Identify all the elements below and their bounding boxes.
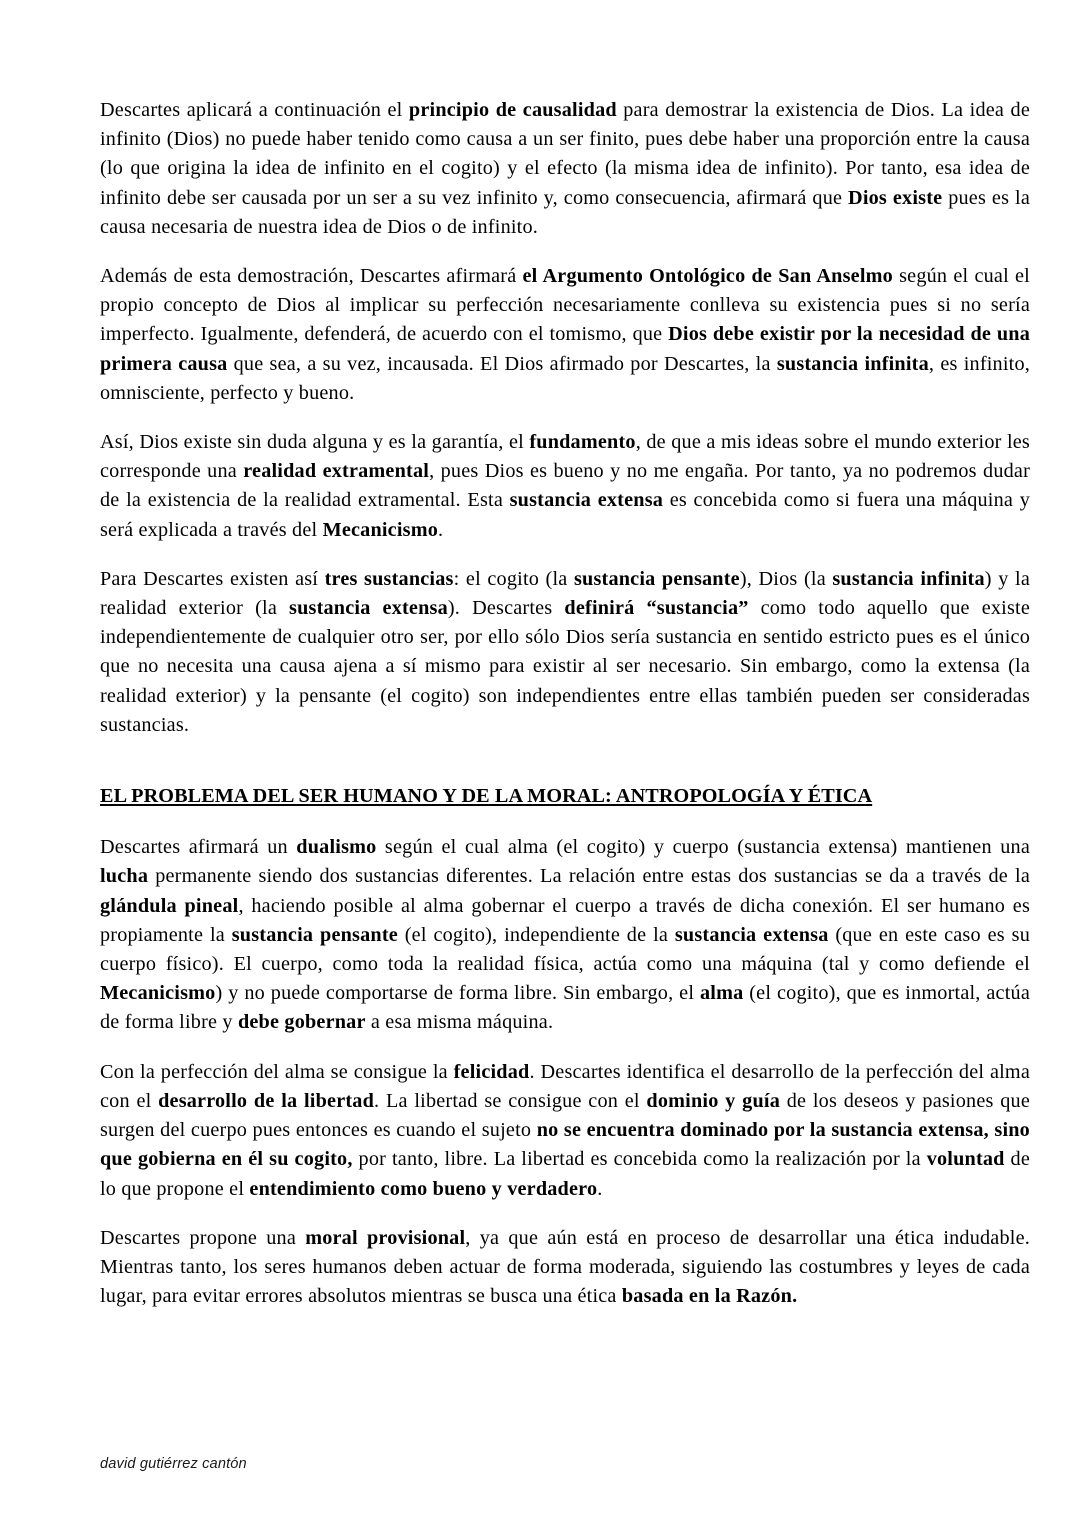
paragraph-tres-sustancias: Para Descartes existen así tres sustancias: el cogito (la sustancia pensante), Dios (la sustancia infinita) y la realidad exterior (la sustancia extensa). Descartes definirá “sustancia” como todo aquello que existe independientemente de cualquier otro ser, por ello sólo Dios sería sustancia en sentido estricto pues es el único que no necesita una causa ajena a sí mismo para existir al ser necesario. Sin embargo, como la extensa (la realidad exterior) y la pensante (el cogito) son independientes entre ellas también pueden ser consideradas sustancias. [100,567,1030,736]
emphasis-term: glándula pineal [100,894,239,917]
emphasis-term: desarrollo de la libertad [158,1089,375,1112]
emphasis-term: sustancia pensante [231,923,398,946]
document-body [100,96,1030,1311]
emphasis-term: Mecanicismo [100,982,216,1005]
emphasis-term: Dios debe existir por la necesidad de una primera causa [100,323,1031,375]
paragraph-felicidad-libertad: Con la perfección del alma se consigue la felicidad. Descartes identifica el desarrollo de la perfección del alma con el desarrollo de la libertad. La libertad se consigue con el dominio y guía de los deseos y pasiones que surgen del cuerpo pues entonces es cuando el sujeto no se encuentra dominado por la sustancia extensa, sino que gobierna en él su cogito, por tanto, libre. La libertad es concebida como la realización por la voluntad de lo que propone el entendimiento como bueno y verdadero. [100,1060,1031,1200]
page-footer [100,1455,980,1473]
emphasis-term: no se encuentra dominado por la sustancia extensa, sino que gobierna en él su cogito, [100,1119,1030,1171]
emphasis-term: principio de causalidad [408,99,617,121]
paragraph-causalidad: Descartes aplicará a continuación el principio de causalidad para demostrar la existencia de Dios. La idea de infinito (Dios) no puede haber tenido como causa a un ser finito, pues debe haber una proporción entre la causa (lo que origina la idea de infinito en el cogito) y el efecto (la misma idea de infinito). Por tanto, esa idea de infinito debe ser causada por un ser a su vez infinito y, como consecuencia, afirmará que Dios existe pues es la causa necesaria de nuestra idea de Dios o de infinito. [100,99,1030,238]
emphasis-term: el Argumento Ontológico de San Anselmo [522,265,893,288]
emphasis-term: definirá “sustancia” [564,597,749,620]
emphasis-term: alma [700,982,744,1005]
paragraph-garantia: Así, Dios existe sin duda alguna y es la garantía, el fundamento, de que a mis ideas sobre el mundo exterior les corresponde una realidad extramental, pues Dios es bueno y no me engaña. Por tanto, ya no podremos dudar de la existencia de la realidad extramental. Esta sustancia extensa es concebida como si fuera una máquina y será explicada a través del Mecanicismo. [100,431,1030,541]
emphasis-term: sustancia extensa [509,489,664,512]
paragraph-moral-provisional: Descartes propone una moral provisional, ya que aún está en proceso de desarrollar una ética indudable. Mientras tanto, los seres humanos deben actuar de forma moderada, siguiendo las costumbres y leyes de cada lugar, para evitar errores absolutos mientras se busca una ética basada en la Razón. [100,1226,1030,1308]
emphasis-term: sustancia infinita [776,352,929,375]
author-signature: david gutiérrez cantón [100,1456,247,1472]
emphasis-term: lucha [100,865,149,888]
emphasis-term: Dios existe [848,186,943,209]
emphasis-term: dominio y guía [646,1089,781,1112]
section-heading-antropologia-etica: EL PROBLEMA DEL SER HUMANO Y DE LA MORAL: ANTROPOLOGÍA Y ÉTICA [100,785,873,808]
emphasis-term: fundamento [529,431,636,454]
heading-spacer-top [100,760,1030,782]
emphasis-term: realidad extramental [243,460,430,483]
paragraph-dualismo: Descartes afirmará un dualismo según el cual alma (el cogito) y cuerpo (sustancia extensa) mantienen una lucha permanente siendo dos sustancias diferentes. La relación entre estas dos sustancias se da a través de la glándula pineal, haciendo posible al alma gobernar el cuerpo a través de dicha conexión. El ser humano es propiamente la sustancia pensante (el cogito), independiente de la sustancia extensa (que en este caso es su cuerpo físico). El cuerpo, como toda la realidad física, actúa como una máquina (tal y como defiende el Mecanicismo) y no puede comportarse de forma libre. Sin embargo, el alma (el cogito), que es inmortal, actúa de forma libre y debe gobernar a esa misma máquina. [100,836,1031,1034]
emphasis-term: debe gobernar [237,1011,366,1034]
emphasis-term: sustancia extensa [289,597,448,620]
emphasis-term: sustancia extensa [674,923,829,946]
emphasis-term: tres sustancias [324,567,454,590]
emphasis-term: dualismo [296,836,377,859]
emphasis-term: sustancia infinita [832,567,985,590]
emphasis-term: felicidad [453,1060,530,1083]
emphasis-term: sustancia pensante [573,567,740,590]
emphasis-term: voluntad [926,1148,1005,1171]
emphasis-term: entendimiento como bueno y verdadero [249,1177,598,1200]
heading-spacer-bottom [100,811,1030,833]
paragraph-argumento-ontologico: Además de esta demostración, Descartes afirmará el Argumento Ontológico de San Anselmo según el cual el propio concepto de Dios al implicar su perfección necesariamente conlleva su existencia pues si no sería imperfecto. Igualmente, defenderá, de acuerdo con el tomismo, que Dios debe existir por la necesidad de una primera causa que sea, a su vez, incausada. El Dios afirmado por Descartes, la sustancia infinita, es infinito, omnisciente, perfecto y bueno. [100,265,1031,404]
emphasis-term: moral provisional [305,1226,466,1249]
emphasis-term: Mecanicismo [322,518,439,541]
emphasis-term: basada en la Razón. [621,1285,798,1308]
